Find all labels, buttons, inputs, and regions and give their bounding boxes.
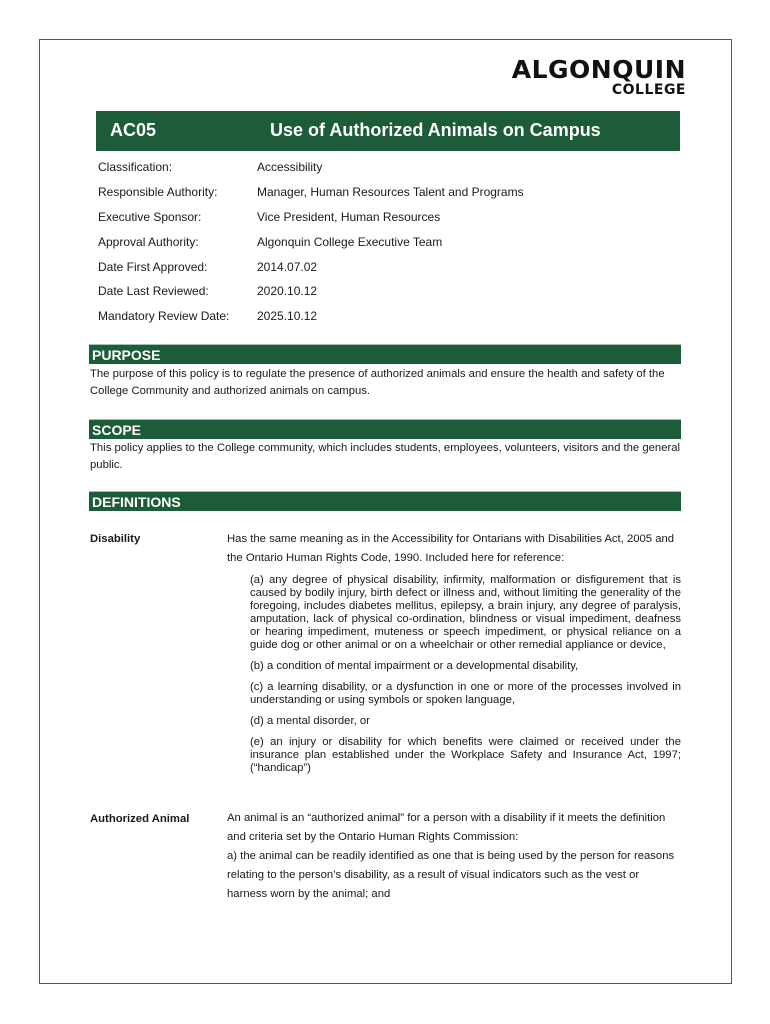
meta-label: Classification:: [98, 160, 173, 175]
meta-label: Approval Authority:: [98, 234, 199, 249]
scope-heading: SCOPE: [89, 419, 681, 439]
definitions-heading: DEFINITIONS: [89, 491, 681, 511]
meta-label: Responsible Authority:: [98, 185, 218, 200]
scope-text: This policy applies to the College community, which includes students, employees, volunteers, visitors and the general public.: [90, 442, 681, 471]
policy-title: Use of Authorized Animals on Campus: [270, 120, 601, 140]
list-item: (d) a mental disorder, or: [250, 715, 370, 727]
meta-value: Vice President, Human Resources: [257, 209, 441, 224]
meta-row: [98, 254, 698, 279]
meta-value: Accessibility: [257, 160, 323, 175]
meta-label: Date First Approved:: [98, 259, 208, 274]
meta-row: [98, 279, 698, 304]
meta-row: [98, 229, 698, 254]
list-item: (a) any degree of physical disability, infirmity, malformation or disfigurement that is caused by bodily injury, birth defect or illness and, without limiting the generality of the foregoing, includes diabetes mellitus, epilepsy, a brain injury, any degree of paralysis, amputation, lack of physical co-ordination, blindness or visual impediment, deafness or hearing impediment, muteness or speech impediment, or physical reliance on a guide dog or other animal or on a wheelchair or other remedial appliance or device,: [250, 574, 681, 651]
definition-disability-intro: Has the same meaning as in the Accessibility for Ontarians with Disabilities Act, 2005 and the Ontario Human Rights Code, 1990. Included here for reference:: [227, 533, 675, 564]
meta-label: Executive Sponsor:: [98, 209, 202, 224]
college-logo: [512, 57, 686, 97]
meta-value: 2014.07.02: [257, 259, 318, 274]
logo-sub-text: COLLEGE: [611, 82, 686, 98]
list-item: (e) an injury or disability for which benefits were claimed or received under the insurance plan established under the Workplace Safety and Insurance Act, 1997; (“handicap”): [250, 736, 681, 774]
list-item: (b) a condition of mental impairment or a developmental disability,: [250, 660, 579, 672]
policy-code: AC05: [110, 120, 157, 140]
meta-value: 2020.10.12: [257, 284, 318, 299]
meta-row: [98, 304, 698, 329]
meta-label: Mandatory Review Date:: [98, 309, 230, 324]
meta-row: [98, 180, 698, 205]
document-page: [39, 39, 732, 984]
purpose-heading: PURPOSE: [89, 344, 681, 364]
meta-value: 2025.10.12: [257, 309, 318, 324]
definition-term-authorized-animal: Authorized Animal: [90, 813, 190, 825]
policy-title-bar: [96, 111, 680, 151]
policy-metadata: [98, 155, 698, 329]
definition-paragraph: An animal is an “authorized animal” for a person with a disability if it meets the definition and criteria set by the Ontario Human Rights Commission:: [227, 812, 666, 843]
definition-authorized-animal-text: [227, 809, 681, 904]
meta-row: [98, 205, 698, 230]
definition-paragraph: a) the animal can be readily identified as one that is being used by the person for reasons relating to the person’s disability, as a result of visual indicators such as the vest or harness worn by the animal; and: [227, 850, 675, 900]
logo-main-text: ALGONQUIN: [511, 55, 686, 84]
meta-label: Date Last Reviewed:: [98, 284, 209, 299]
list-item: (c) a learning disability, or a dysfunction in one or more of the processes involved in understanding or using symbols or spoken language,: [250, 681, 681, 706]
purpose-text: The purpose of this policy is to regulate the presence of authorized animals and ensure the health and safety of the College Community and authorized animals on campus.: [90, 368, 665, 397]
disability-criteria-list: [250, 574, 681, 783]
meta-value: Algonquin College Executive Team: [257, 234, 443, 249]
meta-value: Manager, Human Resources Talent and Programs: [257, 185, 524, 200]
definition-term-disability: Disability: [90, 533, 141, 545]
meta-row: [98, 155, 698, 180]
